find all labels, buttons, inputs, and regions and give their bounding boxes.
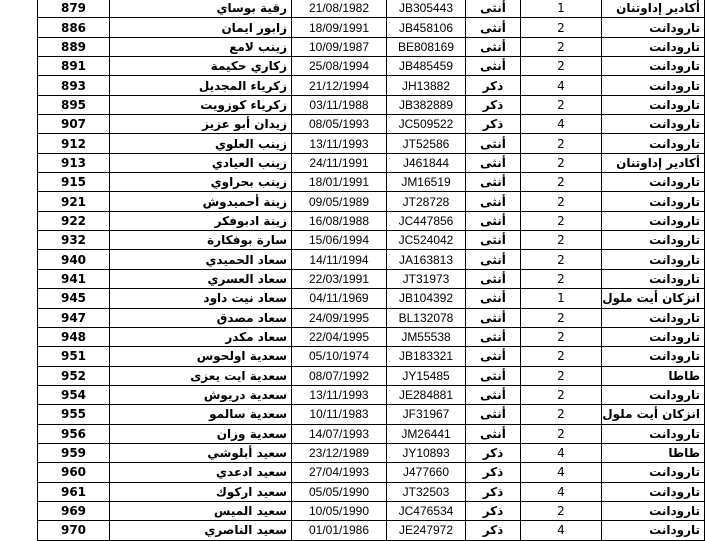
cell-full-name: سارة بوفكارة	[110, 231, 292, 250]
cell-full-name: سعاد مكدر	[110, 327, 292, 346]
cell-gender: ذكر	[466, 115, 521, 134]
cell-full-name: زيدان أبو عزيز	[110, 115, 292, 134]
cell-birth-date: 09/05/1989	[292, 192, 387, 211]
cell-level-code: 2	[521, 327, 602, 346]
cell-level-code: 2	[521, 269, 602, 288]
cell-level-code: 2	[521, 231, 602, 250]
cell-record-number: 947	[38, 308, 110, 327]
cell-province: تارودانت	[602, 18, 705, 37]
cell-record-number: 951	[38, 347, 110, 366]
cell-record-number: 945	[38, 289, 110, 308]
cell-gender: أنثى	[466, 308, 521, 327]
cell-id-card-number: BE808169	[387, 37, 466, 56]
cell-birth-date: 05/10/1974	[292, 347, 387, 366]
cell-gender: ذكر	[466, 521, 521, 540]
cell-id-card-number: JE247972	[387, 521, 466, 540]
cell-birth-date: 10/05/1990	[292, 501, 387, 520]
cell-gender: أنثى	[466, 269, 521, 288]
cell-full-name: زكرياء المجديل	[110, 76, 292, 95]
cell-gender: أنثى	[466, 385, 521, 404]
cell-full-name: سعاد مصدق	[110, 308, 292, 327]
cell-level-code: 2	[521, 347, 602, 366]
cell-gender: أنثى	[466, 192, 521, 211]
cell-record-number: 921	[38, 192, 110, 211]
cell-province: تارودانت	[602, 250, 705, 269]
cell-gender: ذكر	[466, 463, 521, 482]
cell-full-name: زينب بحراوي	[110, 173, 292, 192]
table-row	[38, 115, 705, 134]
cell-id-card-number: JY15485	[387, 366, 466, 385]
records-sheet	[37, 0, 700, 541]
cell-province: انزكان أيت ملول	[602, 405, 705, 424]
cell-province: تارودانت	[602, 327, 705, 346]
cell-gender: أنثى	[466, 327, 521, 346]
cell-record-number: 959	[38, 443, 110, 462]
cell-gender: أنثى	[466, 424, 521, 443]
cell-record-number: 889	[38, 37, 110, 56]
table-row	[38, 347, 705, 366]
cell-province: تارودانت	[602, 134, 705, 153]
table-row	[38, 501, 705, 520]
cell-gender: أنثى	[466, 405, 521, 424]
cell-province: تارودانت	[602, 95, 705, 114]
cell-level-code: 2	[521, 18, 602, 37]
table-row	[38, 76, 705, 95]
cell-record-number: 886	[38, 18, 110, 37]
cell-id-card-number: JT52586	[387, 134, 466, 153]
cell-full-name: سعاد الحميدي	[110, 250, 292, 269]
table-row	[38, 385, 705, 404]
table-row	[38, 57, 705, 76]
table-row	[38, 211, 705, 230]
cell-birth-date: 08/07/1992	[292, 366, 387, 385]
cell-record-number: 960	[38, 463, 110, 482]
table-row	[38, 192, 705, 211]
cell-record-number: 952	[38, 366, 110, 385]
cell-full-name: سعدية سالمو	[110, 405, 292, 424]
cell-level-code: 2	[521, 57, 602, 76]
cell-full-name: زينة أحميدوش	[110, 192, 292, 211]
cell-birth-date: 13/11/1993	[292, 385, 387, 404]
cell-province: تارودانت	[602, 57, 705, 76]
table-row	[38, 153, 705, 172]
cell-record-number: 932	[38, 231, 110, 250]
cell-record-number: 913	[38, 153, 110, 172]
table-row	[38, 0, 705, 18]
cell-full-name: زينب العيادي	[110, 153, 292, 172]
cell-level-code: 1	[521, 0, 602, 18]
cell-birth-date: 23/12/1989	[292, 443, 387, 462]
cell-full-name: زابور ايمان	[110, 18, 292, 37]
cell-record-number: 954	[38, 385, 110, 404]
cell-gender: ذكر	[466, 76, 521, 95]
cell-province: تارودانت	[602, 37, 705, 56]
cell-level-code: 2	[521, 173, 602, 192]
cell-province: تارودانت	[602, 192, 705, 211]
cell-full-name: سعدية ايت يعزى	[110, 366, 292, 385]
table-row	[38, 405, 705, 424]
cell-id-card-number: JT31973	[387, 269, 466, 288]
cell-id-card-number: JB104392	[387, 289, 466, 308]
cell-birth-date: 05/05/1990	[292, 482, 387, 501]
cell-level-code: 2	[521, 366, 602, 385]
table-row	[38, 231, 705, 250]
cell-level-code: 2	[521, 501, 602, 520]
cell-id-card-number: JB382889	[387, 95, 466, 114]
cell-gender: أنثى	[466, 211, 521, 230]
table-row	[38, 37, 705, 56]
cell-level-code: 2	[521, 95, 602, 114]
cell-level-code: 2	[521, 37, 602, 56]
cell-full-name: سعيد ادعدي	[110, 463, 292, 482]
cell-id-card-number: JA163813	[387, 250, 466, 269]
cell-birth-date: 24/09/1995	[292, 308, 387, 327]
cell-province: تارودانت	[602, 173, 705, 192]
cell-id-card-number: JB305443	[387, 0, 466, 18]
cell-birth-date: 25/08/1994	[292, 57, 387, 76]
cell-id-card-number: JB183321	[387, 347, 466, 366]
cell-full-name: سعيد الناصري	[110, 521, 292, 540]
table-row	[38, 250, 705, 269]
cell-id-card-number: JC476534	[387, 501, 466, 520]
cell-record-number: 891	[38, 57, 110, 76]
cell-province: تارودانت	[602, 463, 705, 482]
cell-birth-date: 10/09/1987	[292, 37, 387, 56]
cell-level-code: 2	[521, 192, 602, 211]
cell-province: تارودانت	[602, 76, 705, 95]
cell-province: تارودانت	[602, 501, 705, 520]
cell-gender: ذكر	[466, 501, 521, 520]
cell-gender: ذكر	[466, 482, 521, 501]
cell-id-card-number: J461844	[387, 153, 466, 172]
records-table-body	[38, 0, 705, 540]
cell-province: طاطا	[602, 443, 705, 462]
cell-id-card-number: JB458106	[387, 18, 466, 37]
cell-id-card-number: BL132078	[387, 308, 466, 327]
cell-level-code: 2	[521, 153, 602, 172]
cell-gender: أنثى	[466, 347, 521, 366]
cell-gender: أنثى	[466, 231, 521, 250]
table-row	[38, 366, 705, 385]
cell-level-code: 4	[521, 463, 602, 482]
table-row	[38, 424, 705, 443]
cell-full-name: زكاري حكيمة	[110, 57, 292, 76]
cell-full-name: سعدية وزان	[110, 424, 292, 443]
cell-birth-date: 21/12/1994	[292, 76, 387, 95]
cell-province: تارودانت	[602, 211, 705, 230]
table-row	[38, 289, 705, 308]
table-row	[38, 521, 705, 540]
cell-birth-date: 15/06/1994	[292, 231, 387, 250]
cell-province: تارودانت	[602, 482, 705, 501]
table-row	[38, 173, 705, 192]
cell-id-card-number: JH13882	[387, 76, 466, 95]
cell-birth-date: 18/09/1991	[292, 18, 387, 37]
cell-birth-date: 16/08/1988	[292, 211, 387, 230]
cell-gender: أنثى	[466, 37, 521, 56]
cell-full-name: سعيد اركوك	[110, 482, 292, 501]
cell-province: تارودانت	[602, 231, 705, 250]
cell-gender: ذكر	[466, 443, 521, 462]
cell-gender: أنثى	[466, 173, 521, 192]
cell-gender: أنثى	[466, 0, 521, 18]
cell-province: تارودانت	[602, 424, 705, 443]
cell-record-number: 895	[38, 95, 110, 114]
cell-level-code: 4	[521, 76, 602, 95]
cell-province: أكادير إداوتنان	[602, 0, 705, 18]
cell-id-card-number: JB485459	[387, 57, 466, 76]
table-row	[38, 18, 705, 37]
table-row	[38, 327, 705, 346]
cell-gender: ذكر	[466, 95, 521, 114]
cell-province: أكادير إداوتنان	[602, 153, 705, 172]
cell-full-name: رقية بوساي	[110, 0, 292, 18]
cell-birth-date: 18/01/1991	[292, 173, 387, 192]
cell-level-code: 2	[521, 134, 602, 153]
cell-level-code: 4	[521, 115, 602, 134]
cell-id-card-number: JM55538	[387, 327, 466, 346]
cell-id-card-number: JY10893	[387, 443, 466, 462]
cell-record-number: 956	[38, 424, 110, 443]
cell-record-number: 893	[38, 76, 110, 95]
cell-full-name: سعدية اولحوس	[110, 347, 292, 366]
cell-province: تارودانت	[602, 385, 705, 404]
cell-birth-date: 10/11/1983	[292, 405, 387, 424]
cell-id-card-number: JT32503	[387, 482, 466, 501]
cell-province: تارودانت	[602, 269, 705, 288]
records-table	[37, 0, 705, 541]
cell-gender: أنثى	[466, 289, 521, 308]
cell-record-number: 955	[38, 405, 110, 424]
cell-level-code: 1	[521, 289, 602, 308]
cell-full-name: زينب لامع	[110, 37, 292, 56]
cell-record-number: 948	[38, 327, 110, 346]
cell-birth-date: 03/11/1988	[292, 95, 387, 114]
cell-full-name: زكرياء كوزويت	[110, 95, 292, 114]
cell-record-number: 940	[38, 250, 110, 269]
table-row	[38, 134, 705, 153]
cell-record-number: 915	[38, 173, 110, 192]
cell-birth-date: 21/08/1982	[292, 0, 387, 18]
cell-level-code: 4	[521, 443, 602, 462]
cell-gender: أنثى	[466, 57, 521, 76]
table-row	[38, 269, 705, 288]
cell-level-code: 4	[521, 482, 602, 501]
cell-province: تارودانت	[602, 115, 705, 134]
cell-level-code: 2	[521, 405, 602, 424]
cell-gender: أنثى	[466, 153, 521, 172]
cell-birth-date: 24/11/1991	[292, 153, 387, 172]
cell-id-card-number: JC524042	[387, 231, 466, 250]
cell-birth-date: 08/05/1993	[292, 115, 387, 134]
cell-birth-date: 04/11/1969	[292, 289, 387, 308]
table-row	[38, 482, 705, 501]
cell-birth-date: 01/01/1986	[292, 521, 387, 540]
cell-record-number: 879	[38, 0, 110, 18]
cell-id-card-number: JM26441	[387, 424, 466, 443]
cell-province: تارودانت	[602, 521, 705, 540]
cell-birth-date: 22/04/1995	[292, 327, 387, 346]
cell-province: تارودانت	[602, 347, 705, 366]
cell-gender: أنثى	[466, 250, 521, 269]
cell-record-number: 970	[38, 521, 110, 540]
cell-province: تارودانت	[602, 308, 705, 327]
cell-record-number: 922	[38, 211, 110, 230]
cell-birth-date: 22/03/1991	[292, 269, 387, 288]
cell-birth-date: 14/07/1993	[292, 424, 387, 443]
cell-full-name: سعيد أبلوشي	[110, 443, 292, 462]
cell-gender: أنثى	[466, 18, 521, 37]
cell-id-card-number: JE284881	[387, 385, 466, 404]
cell-level-code: 2	[521, 424, 602, 443]
cell-province: طاطا	[602, 366, 705, 385]
cell-birth-date: 14/11/1994	[292, 250, 387, 269]
cell-birth-date: 13/11/1993	[292, 134, 387, 153]
cell-id-card-number: JC447856	[387, 211, 466, 230]
cell-full-name: سعيد الميس	[110, 501, 292, 520]
cell-record-number: 961	[38, 482, 110, 501]
cell-record-number: 912	[38, 134, 110, 153]
cell-gender: أنثى	[466, 134, 521, 153]
cell-gender: أنثى	[466, 366, 521, 385]
cell-level-code: 2	[521, 308, 602, 327]
cell-level-code: 2	[521, 385, 602, 404]
table-row	[38, 443, 705, 462]
cell-level-code: 4	[521, 521, 602, 540]
cell-full-name: سعدية دريوش	[110, 385, 292, 404]
cell-record-number: 969	[38, 501, 110, 520]
cell-record-number: 941	[38, 269, 110, 288]
cell-province: انزكان أيت ملول	[602, 289, 705, 308]
table-row	[38, 463, 705, 482]
cell-birth-date: 27/04/1993	[292, 463, 387, 482]
cell-level-code: 2	[521, 211, 602, 230]
table-row	[38, 95, 705, 114]
cell-full-name: سعاد العسري	[110, 269, 292, 288]
cell-id-card-number: JT28728	[387, 192, 466, 211]
cell-record-number: 907	[38, 115, 110, 134]
cell-full-name: زينة ادبوفكر	[110, 211, 292, 230]
cell-id-card-number: J477660	[387, 463, 466, 482]
cell-full-name: سعاد نيت داود	[110, 289, 292, 308]
cell-full-name: زينب العلوي	[110, 134, 292, 153]
cell-id-card-number: JM16519	[387, 173, 466, 192]
cell-level-code: 2	[521, 250, 602, 269]
table-row	[38, 308, 705, 327]
cell-id-card-number: JF31967	[387, 405, 466, 424]
cell-id-card-number: JC509522	[387, 115, 466, 134]
